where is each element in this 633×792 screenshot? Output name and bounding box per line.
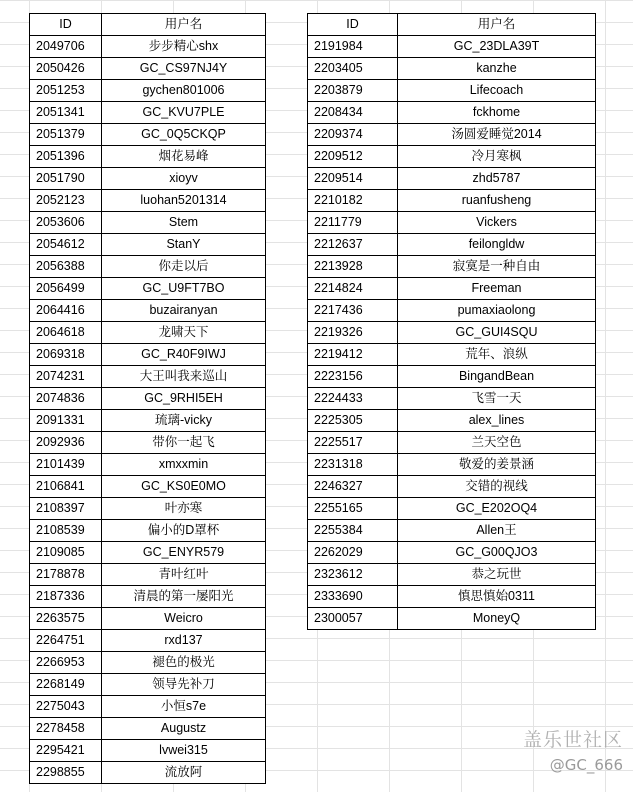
user-id-cell: 2298855 — [30, 762, 102, 784]
user-id-cell: 2231318 — [308, 454, 398, 476]
user-id-cell: 2051253 — [30, 80, 102, 102]
user-id-cell: 2217436 — [308, 300, 398, 322]
username-cell: 叶亦寒 — [102, 498, 266, 520]
table-row — [30, 498, 266, 520]
username-cell: zhd5787 — [398, 168, 596, 190]
username-cell: GC_E202OQ4 — [398, 498, 596, 520]
username-cell: GC_G00QJO3 — [398, 542, 596, 564]
user-id-cell: 2191984 — [308, 36, 398, 58]
table-row — [30, 718, 266, 740]
username-cell: 龙啸天下 — [102, 322, 266, 344]
username-cell: xioyv — [102, 168, 266, 190]
table-row — [308, 542, 596, 564]
username-cell: GC_R40F9IWJ — [102, 344, 266, 366]
user-id-cell: 2224433 — [308, 388, 398, 410]
user-id-cell: 2051341 — [30, 102, 102, 124]
user-id-cell: 2051396 — [30, 146, 102, 168]
table-row — [30, 520, 266, 542]
table-row — [308, 608, 596, 630]
user-id-cell: 2178878 — [30, 564, 102, 586]
username-cell: buzairanyan — [102, 300, 266, 322]
table-row — [308, 454, 596, 476]
user-id-cell: 2210182 — [308, 190, 398, 212]
table-row — [30, 586, 266, 608]
user-id-cell: 2050426 — [30, 58, 102, 80]
username-cell: 交错的视线 — [398, 476, 596, 498]
username-cell: ruanfusheng — [398, 190, 596, 212]
user-table-right — [307, 13, 596, 630]
table-row — [308, 36, 596, 58]
username-cell: GC_KVU7PLE — [102, 102, 266, 124]
table-row — [30, 190, 266, 212]
username-cell: lvwei315 — [102, 740, 266, 762]
user-id-cell: 2225305 — [308, 410, 398, 432]
table-row — [30, 432, 266, 454]
user-id-cell: 2106841 — [30, 476, 102, 498]
table-row — [30, 366, 266, 388]
table-header-row — [30, 14, 266, 36]
username-cell: 褪色的极光 — [102, 652, 266, 674]
username-cell: Allen王 — [398, 520, 596, 542]
table-row — [30, 300, 266, 322]
table-row — [30, 102, 266, 124]
table-row — [308, 410, 596, 432]
user-id-cell: 2209512 — [308, 146, 398, 168]
table-row — [30, 762, 266, 784]
user-id-cell: 2108539 — [30, 520, 102, 542]
user-id-cell: 2219412 — [308, 344, 398, 366]
table-row — [308, 124, 596, 146]
user-id-cell: 2053606 — [30, 212, 102, 234]
username-cell: Lifecoach — [398, 80, 596, 102]
user-id-cell: 2278458 — [30, 718, 102, 740]
username-cell: Weicro — [102, 608, 266, 630]
user-id-cell: 2187336 — [30, 586, 102, 608]
username-cell: 领导先补刀 — [102, 674, 266, 696]
username-cell: 汤圆爱睡觉2014 — [398, 124, 596, 146]
table-body-right — [308, 36, 596, 630]
table-row — [30, 740, 266, 762]
watermark — [523, 728, 623, 776]
user-id-cell: 2056388 — [30, 256, 102, 278]
table-row — [30, 454, 266, 476]
user-id-cell: 2225517 — [308, 432, 398, 454]
user-id-cell: 2074836 — [30, 388, 102, 410]
username-cell: GC_KS0E0MO — [102, 476, 266, 498]
username-cell: Vickers — [398, 212, 596, 234]
table-row — [30, 630, 266, 652]
username-cell: 慎思慎始0311 — [398, 586, 596, 608]
table-row — [308, 322, 596, 344]
user-id-cell: 2203405 — [308, 58, 398, 80]
username-cell: 敬爱的姜景涵 — [398, 454, 596, 476]
table-row — [308, 388, 596, 410]
username-cell: feilongldw — [398, 234, 596, 256]
table-row — [308, 520, 596, 542]
username-cell: GC_9RHI5EH — [102, 388, 266, 410]
user-id-cell: 2052123 — [30, 190, 102, 212]
user-id-cell: 2211779 — [308, 212, 398, 234]
username-cell: StanY — [102, 234, 266, 256]
user-id-cell: 2101439 — [30, 454, 102, 476]
table-row — [30, 674, 266, 696]
username-cell: 烟花易峰 — [102, 146, 266, 168]
user-id-cell: 2214824 — [308, 278, 398, 300]
username-cell: GC_U9FT7BO — [102, 278, 266, 300]
username-cell: Augustz — [102, 718, 266, 740]
table-row — [30, 542, 266, 564]
table-row — [308, 256, 596, 278]
table-row — [308, 366, 596, 388]
table-row — [30, 652, 266, 674]
username-cell: 流放阿 — [102, 762, 266, 784]
table-row — [30, 58, 266, 80]
table-row — [308, 586, 596, 608]
user-id-cell: 2300057 — [308, 608, 398, 630]
username-cell: gychen801006 — [102, 80, 266, 102]
user-id-cell: 2255384 — [308, 520, 398, 542]
user-id-cell: 2219326 — [308, 322, 398, 344]
username-cell: Stem — [102, 212, 266, 234]
user-id-cell: 2203879 — [308, 80, 398, 102]
username-cell: MoneyQ — [398, 608, 596, 630]
table-row — [308, 344, 596, 366]
username-cell: 偏小的D罩杯 — [102, 520, 266, 542]
user-id-cell: 2051379 — [30, 124, 102, 146]
username-cell: GC_0Q5CKQP — [102, 124, 266, 146]
header-username: 用户名 — [398, 14, 596, 36]
username-cell: rxd137 — [102, 630, 266, 652]
table-row — [30, 410, 266, 432]
table-row — [30, 278, 266, 300]
header-id: ID — [308, 14, 398, 36]
user-id-cell: 2054612 — [30, 234, 102, 256]
user-id-cell: 2266953 — [30, 652, 102, 674]
user-id-cell: 2056499 — [30, 278, 102, 300]
table-row — [30, 80, 266, 102]
table-row — [308, 58, 596, 80]
user-id-cell: 2208434 — [308, 102, 398, 124]
table-row — [30, 146, 266, 168]
username-cell: GC_GUI4SQU — [398, 322, 596, 344]
user-id-cell: 2064618 — [30, 322, 102, 344]
user-id-cell: 2092936 — [30, 432, 102, 454]
table-row — [30, 608, 266, 630]
header-username: 用户名 — [102, 14, 266, 36]
table-row — [30, 564, 266, 586]
table-row — [308, 234, 596, 256]
username-cell: 荒年、浪纵 — [398, 344, 596, 366]
author-handle: @GC_666 — [549, 756, 623, 774]
user-id-cell: 2109085 — [30, 542, 102, 564]
table-row — [308, 498, 596, 520]
username-cell: 飞雪一天 — [398, 388, 596, 410]
table-row — [30, 476, 266, 498]
username-cell: Freeman — [398, 278, 596, 300]
username-cell: 青叶红叶 — [102, 564, 266, 586]
table-row — [308, 146, 596, 168]
table-row — [30, 124, 266, 146]
table-body-left — [30, 36, 266, 784]
user-id-cell: 2263575 — [30, 608, 102, 630]
username-cell: GC_ENYR579 — [102, 542, 266, 564]
user-id-cell: 2212637 — [308, 234, 398, 256]
table-row — [30, 168, 266, 190]
username-cell: alex_lines — [398, 410, 596, 432]
username-cell: 冷月寒枫 — [398, 146, 596, 168]
username-cell: GC_23DLA39T — [398, 36, 596, 58]
username-cell: 恭之玩世 — [398, 564, 596, 586]
username-cell: 寂寞是一种自由 — [398, 256, 596, 278]
user-id-cell: 2255165 — [308, 498, 398, 520]
user-table-left — [29, 13, 266, 784]
table-row — [308, 168, 596, 190]
table-row — [308, 300, 596, 322]
table-row — [308, 80, 596, 102]
username-cell: luohan5201314 — [102, 190, 266, 212]
username-cell: pumaxiaolong — [398, 300, 596, 322]
user-id-cell: 2074231 — [30, 366, 102, 388]
table-row — [308, 564, 596, 586]
username-cell: 步步精心shx — [102, 36, 266, 58]
username-cell: 琉璃-vicky — [102, 410, 266, 432]
username-cell: xmxxmin — [102, 454, 266, 476]
table-row — [308, 432, 596, 454]
user-id-cell: 2268149 — [30, 674, 102, 696]
user-id-cell: 2049706 — [30, 36, 102, 58]
username-cell: 小恒s7e — [102, 696, 266, 718]
username-cell: BingandBean — [398, 366, 596, 388]
table-row — [308, 190, 596, 212]
table-row — [30, 256, 266, 278]
user-id-cell: 2209514 — [308, 168, 398, 190]
table-row — [308, 102, 596, 124]
user-id-cell: 2262029 — [308, 542, 398, 564]
user-id-cell: 2091331 — [30, 410, 102, 432]
user-id-cell: 2264751 — [30, 630, 102, 652]
username-cell: 带你一起飞 — [102, 432, 266, 454]
user-id-cell: 2223156 — [308, 366, 398, 388]
username-cell: GC_CS97NJ4Y — [102, 58, 266, 80]
user-id-cell: 2246327 — [308, 476, 398, 498]
table-row — [308, 212, 596, 234]
user-id-cell: 2051790 — [30, 168, 102, 190]
username-cell: kanzhe — [398, 58, 596, 80]
user-id-cell: 2064416 — [30, 300, 102, 322]
table-row — [30, 388, 266, 410]
user-id-cell: 2069318 — [30, 344, 102, 366]
user-id-cell: 2275043 — [30, 696, 102, 718]
community-logo-text: 盖乐世社区 — [522, 729, 623, 751]
user-id-cell: 2333690 — [308, 586, 398, 608]
user-id-cell: 2108397 — [30, 498, 102, 520]
table-header-row — [308, 14, 596, 36]
table-row — [30, 36, 266, 58]
user-id-cell: 2213928 — [308, 256, 398, 278]
table-row — [308, 278, 596, 300]
username-cell: 清晨的第一屡阳光 — [102, 586, 266, 608]
username-cell: 大王叫我来巡山 — [102, 366, 266, 388]
table-row — [30, 696, 266, 718]
username-cell: 兰天空色 — [398, 432, 596, 454]
user-id-cell: 2295421 — [30, 740, 102, 762]
table-row — [30, 322, 266, 344]
table-row — [30, 344, 266, 366]
user-id-cell: 2209374 — [308, 124, 398, 146]
header-id: ID — [30, 14, 102, 36]
table-row — [30, 212, 266, 234]
table-row — [30, 234, 266, 256]
user-id-cell: 2323612 — [308, 564, 398, 586]
username-cell: fckhome — [398, 102, 596, 124]
username-cell: 你走以后 — [102, 256, 266, 278]
table-row — [308, 476, 596, 498]
